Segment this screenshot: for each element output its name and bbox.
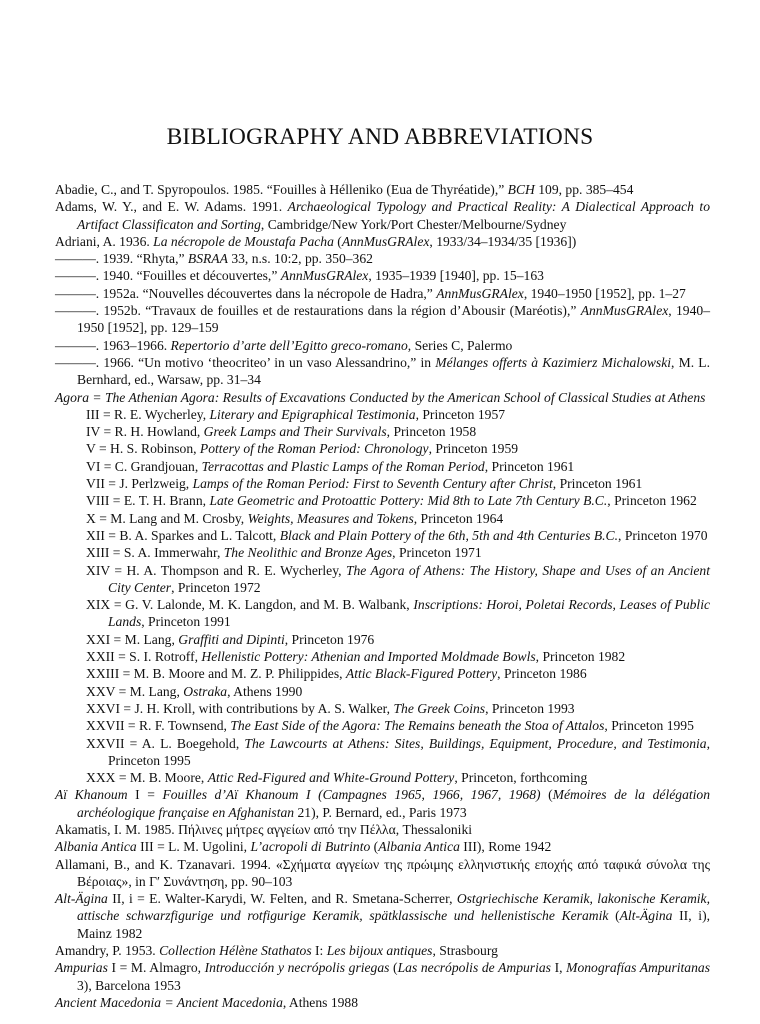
italic-text: La nécropole de Moustafa Pacha xyxy=(153,233,334,249)
entry-text: ( xyxy=(608,908,620,924)
italic-text: Archaeological Typology and Practical Reality: A Dialectical Approach to Artifact Classificaton and Sorting xyxy=(77,199,710,232)
bibliography-entry xyxy=(55,198,710,233)
bibliography-entry xyxy=(55,959,710,994)
entry-text: Adriani, A. 1936. xyxy=(55,233,154,249)
entry-text: , Princeton 1995 xyxy=(108,735,710,768)
entry-text: XXVII = R. F. Townsend, xyxy=(86,718,231,734)
entry-text: III = L. M. Ugolini, xyxy=(136,839,251,855)
bibliography-entry xyxy=(55,233,710,250)
entry-text: , Princeton 1962 xyxy=(607,493,697,509)
entry-text: , Princeton 1995 xyxy=(604,718,694,734)
italic-text: Attic Red-Figured and White-Ground Pottery xyxy=(207,770,455,786)
bibliography-subentry xyxy=(55,492,710,509)
entry-text: XIV = H. A. Thompson and R. E. Wycherley, xyxy=(86,562,346,578)
italic-text: AnnMusGRAlex xyxy=(436,285,524,301)
bibliography-subentry xyxy=(55,735,710,770)
italic-text: Albania Antica xyxy=(55,839,137,855)
bibliography-entry xyxy=(55,389,710,406)
italic-text: Ostgriechische Keramik, lakonische Keramik, attische schwarzfigurige und rotfigurige Keramik, spätklassische und hellenistische Keramik xyxy=(77,891,710,924)
entry-text: I, xyxy=(550,960,567,976)
entry-text: , Series C, Palermo xyxy=(407,337,513,353)
italic-text: Repertorio d’arte dell’Egitto greco-romano xyxy=(170,337,408,353)
entry-text: , 1935–1939 [1940], pp. 15–163 xyxy=(368,268,544,284)
entry-text: , Princeton 1964 xyxy=(413,510,504,526)
entry-text: II, i = E. Walter-Karydi, W. Felten, and R. Smetana-Scherrer, xyxy=(107,891,457,907)
bibliography-entry xyxy=(55,181,710,198)
bibliography-entry xyxy=(55,786,710,821)
entry-text: Akamatis, I. M. 1985. Πήλινες μήτρες αγγείων από την Πέλλα, Thessaloniki xyxy=(55,821,473,837)
entry-text: ———. 1939. “Rhyta,” xyxy=(55,251,188,267)
italic-text: Weights, Measures and Tokens xyxy=(247,510,414,526)
entry-text: , Princeton 1993 xyxy=(485,700,575,716)
bibliography-subentry xyxy=(55,510,710,527)
entry-text: X = M. Lang and M. Crosby, xyxy=(86,510,248,526)
italic-text: The East Side of the Agora: The Remains beneath the Stoa of Attalos xyxy=(230,718,605,734)
italic-text: Las necrópolis de Ampurias xyxy=(397,960,551,976)
entry-text: Adams, W. Y., and E. W. Adams. 1991. xyxy=(55,199,288,215)
entry-text: XXVI = J. H. Kroll, with contributions by A. S. Walker, xyxy=(86,700,394,716)
entry-text: , Princeton 1959 xyxy=(428,441,519,457)
entry-text: , Princeton 1972 xyxy=(171,579,261,595)
bibliography-subentry xyxy=(55,769,710,786)
entry-text: ( xyxy=(540,787,553,803)
bibliography-subentry xyxy=(55,717,710,734)
italic-text: Alt-Ägina xyxy=(55,891,108,907)
bibliography-entry xyxy=(55,821,710,838)
bibliography-entry xyxy=(55,942,710,959)
bibliography-entry xyxy=(55,337,710,354)
italic-text: BCH xyxy=(507,182,535,197)
bibliography-entry xyxy=(55,994,710,1011)
italic-text: Aï Khanoum xyxy=(55,787,128,803)
italic-text: The Greek Coins xyxy=(393,700,486,716)
italic-text: Lamps of the Roman Period: First to Seventh Century after Christ xyxy=(192,476,553,492)
bibliography-entry xyxy=(55,354,710,389)
entry-text: , Princeton 1971 xyxy=(392,545,482,561)
bibliography-subentry xyxy=(55,475,710,492)
entry-text: IV = R. H. Howland, xyxy=(86,424,204,440)
italic-text: Ostraka xyxy=(183,683,228,699)
italic-text: The Agora of Athens: The History, Shape and Uses of an Ancient City Center xyxy=(108,562,710,595)
entry-text: , Princeton 1982 xyxy=(535,649,626,665)
entry-text: XIX = G. V. Lalonde, M. K. Langdon, and M. B. Walbank, xyxy=(86,597,414,613)
bibliography-subentry xyxy=(55,562,710,597)
entry-text: , Athens 1988 xyxy=(282,994,359,1010)
bibliography-entry xyxy=(55,250,710,267)
italic-text: Ampurias xyxy=(55,960,108,976)
italic-text: Les bijoux antiques xyxy=(326,943,433,959)
entry-text: XXII = S. I. Rotroff, xyxy=(86,649,202,665)
entry-text: 21), P. Bernard, ed., Paris 1973 xyxy=(294,804,467,820)
entry-text: ( xyxy=(333,233,342,249)
bibliography-subentry xyxy=(55,683,710,700)
italic-text: L’acropoli di Butrinto xyxy=(250,839,371,855)
entry-text: , 1940–1950 [1952], pp. 129–159 xyxy=(77,303,710,336)
entry-text: , 1940–1950 [1952], pp. 1–27 xyxy=(523,285,686,301)
entry-text: XIII = S. A. Immerwahr, xyxy=(86,545,224,561)
entry-text: , Princeton 1986 xyxy=(497,666,587,682)
italic-text: Attic Black-Figured Pottery xyxy=(345,666,498,682)
bibliography-entry xyxy=(55,285,710,302)
entry-text: XXIII = M. B. Moore and M. Z. P. Philippides, xyxy=(86,666,346,682)
entry-text: XXI = M. Lang, xyxy=(86,631,179,647)
entry-text: XXVII = A. L. Boegehold, xyxy=(86,735,245,751)
entry-text: , Princeton 1976 xyxy=(284,631,375,647)
entry-text: V = H. S. Robinson, xyxy=(86,441,200,457)
entry-text: , Princeton 1961 xyxy=(552,476,643,492)
bibliography-entry xyxy=(55,856,710,891)
page-title: BIBLIOGRAPHY AND ABBREVIATIONS xyxy=(166,124,594,150)
entry-text: XII = B. A. Sparkes and L. Talcott, xyxy=(86,527,280,543)
italic-text: Hellenistic Pottery: Athenian and Imported Moldmade Bowls xyxy=(201,649,536,665)
italic-text: Introducción y necrópolis griegas xyxy=(204,960,390,976)
entry-text: I = xyxy=(127,787,163,803)
bibliography-subentry xyxy=(55,648,710,665)
bibliography-subentry xyxy=(55,596,710,631)
italic-text: Alt-Ägina xyxy=(619,908,673,924)
entry-text: Abadie, C., and T. Spyropoulos. 1985. “Fouilles à Hélleniko (Eua de Thyréatide),” xyxy=(55,182,508,197)
bibliography-subentry xyxy=(55,631,710,648)
italic-text: AnnMusGRAlex xyxy=(280,268,369,284)
entry-text: Allamani, B., and K. Tzanavari. 1994. «Σχήματα αγγείων της πρώιμης ελληνιστικής εποχής από ταφικά σύνολα της Βέροιας», in Γ′ Συνάντηση, pp. 90–103 xyxy=(55,856,710,889)
entry-text: , 1933/34–1934/35 [1936]) xyxy=(429,233,577,249)
entry-text: I = M. Almagro, xyxy=(107,960,205,976)
italic-text: The Neolithic and Bronze Ages xyxy=(223,545,393,561)
italic-text: Pottery of the Roman Period: Chronology xyxy=(199,441,429,457)
entry-text: ———. 1952a. “Nouvelles découvertes dans la nécropole de Hadra,” xyxy=(55,285,437,301)
italic-text: Graffiti and Dipinti xyxy=(178,631,285,647)
entry-text: ( xyxy=(389,960,398,976)
entry-text: VII = J. Perlzweig, xyxy=(86,476,193,492)
entry-text: , Princeton 1958 xyxy=(386,424,477,440)
entry-text: ———. 1966. “Un motivo ‘theocriteo’ in un vaso Alessandrino,” in xyxy=(55,354,436,370)
bibliography-subentry xyxy=(55,700,710,717)
entry-text: , Princeton 1961 xyxy=(484,458,575,474)
entry-text: , Princeton 1957 xyxy=(415,406,506,422)
entry-text: II, i), Mainz 1982 xyxy=(77,908,710,941)
italic-text: Literary and Epigraphical Testimonia xyxy=(209,406,416,422)
bibliography-entry xyxy=(55,838,710,855)
bibliography-subentry xyxy=(55,406,710,423)
bibliography-subentry xyxy=(55,440,710,457)
entry-text: , Cambridge/New York/Port Chester/Melbourne/Sydney xyxy=(260,216,567,232)
italic-text: AnnMusGRAlex xyxy=(341,233,430,249)
italic-text: Monografías Ampuritanas xyxy=(566,960,710,976)
italic-text: Greek Lamps and Their Survivals xyxy=(203,424,387,440)
bibliography-entry xyxy=(55,267,710,284)
bibliography-subentry xyxy=(55,458,710,475)
italic-text: Fouilles d’Aï Khanoum I (Campagnes 1965, 1966, 1967, 1968) xyxy=(162,787,541,803)
entry-text: , Princeton, forthcoming xyxy=(454,770,588,786)
entry-text: ———. 1940. “Fouilles et découvertes,” xyxy=(55,268,281,284)
italic-text: The Lawcourts at Athens: Sites, Buildings, Equipment, Procedure, and Testimonia xyxy=(244,735,707,751)
entry-text: VI = C. Grandjouan, xyxy=(86,458,202,474)
entry-text: I: xyxy=(311,943,327,959)
entry-text: ———. 1952b. “Travaux de fouilles et de restaurations dans la région d’Abousir (Maréotis),” xyxy=(55,303,581,319)
entry-text: , Athens 1990 xyxy=(227,683,303,699)
bibliography-subentry xyxy=(55,527,710,544)
bibliography-entry xyxy=(55,890,710,942)
italic-text: Late Geometric and Protoattic Pottery: Mid 8th to Late 7th Century B.C. xyxy=(209,493,608,509)
italic-text: Black and Plain Pottery of the 6th, 5th and 4th Centuries B.C. xyxy=(279,527,619,543)
entry-text: III = R. E. Wycherley, xyxy=(86,406,210,422)
bibliography-entry xyxy=(55,302,710,337)
italic-text: Agora = The Athenian Agora: Results of Excavations Conducted by the American School of Classical Studies at Athens xyxy=(55,389,706,405)
italic-text: Terracottas and Plastic Lamps of the Roman Period xyxy=(201,458,485,474)
entry-text: , M. L. Bernhard, ed., Warsaw, pp. 31–34 xyxy=(77,354,710,388)
entry-text: XXV = M. Lang, xyxy=(86,683,184,699)
italic-text: AnnMusGRAlex xyxy=(580,303,669,319)
entry-text: , Princeton 1970 xyxy=(618,527,708,543)
entry-text: III), Rome 1942 xyxy=(459,839,552,855)
italic-text: Ancient Macedonia = Ancient Macedonia xyxy=(55,994,283,1010)
italic-text: Collection Hélène Stathatos xyxy=(159,943,312,959)
italic-text: BSRAA xyxy=(187,251,228,267)
entry-text: 33, n.s. 10:2, pp. 350–362 xyxy=(227,251,373,267)
entry-text: VIII = E. T. H. Brann, xyxy=(86,493,210,509)
entry-text: ( xyxy=(370,839,379,855)
entry-text: 3), Barcelona 1953 xyxy=(77,977,181,993)
bibliography-subentry xyxy=(55,423,710,440)
entry-text: , Princeton 1991 xyxy=(141,614,231,630)
entry-text: , Strasbourg xyxy=(432,943,498,959)
italic-text: Mémoires de la délégation archéologique française en Afghanistan xyxy=(77,787,711,820)
bibliography-subentry xyxy=(55,665,710,682)
entry-text: Amandry, P. 1953. xyxy=(55,943,160,959)
entry-text: 109, pp. 385–454 xyxy=(534,182,634,197)
bibliography-list xyxy=(55,181,710,1011)
entry-text: XXX = M. B. Moore, xyxy=(86,770,208,786)
italic-text: Inscriptions: Horoi, Poletai Records, Leases of Public Lands xyxy=(108,597,711,630)
bibliography-subentry xyxy=(55,544,710,561)
italic-text: Mélanges offerts à Kazimierz Michalowski xyxy=(435,354,672,370)
entry-text: ———. 1963–1966. xyxy=(55,337,171,353)
italic-text: Albania Antica xyxy=(378,839,460,855)
